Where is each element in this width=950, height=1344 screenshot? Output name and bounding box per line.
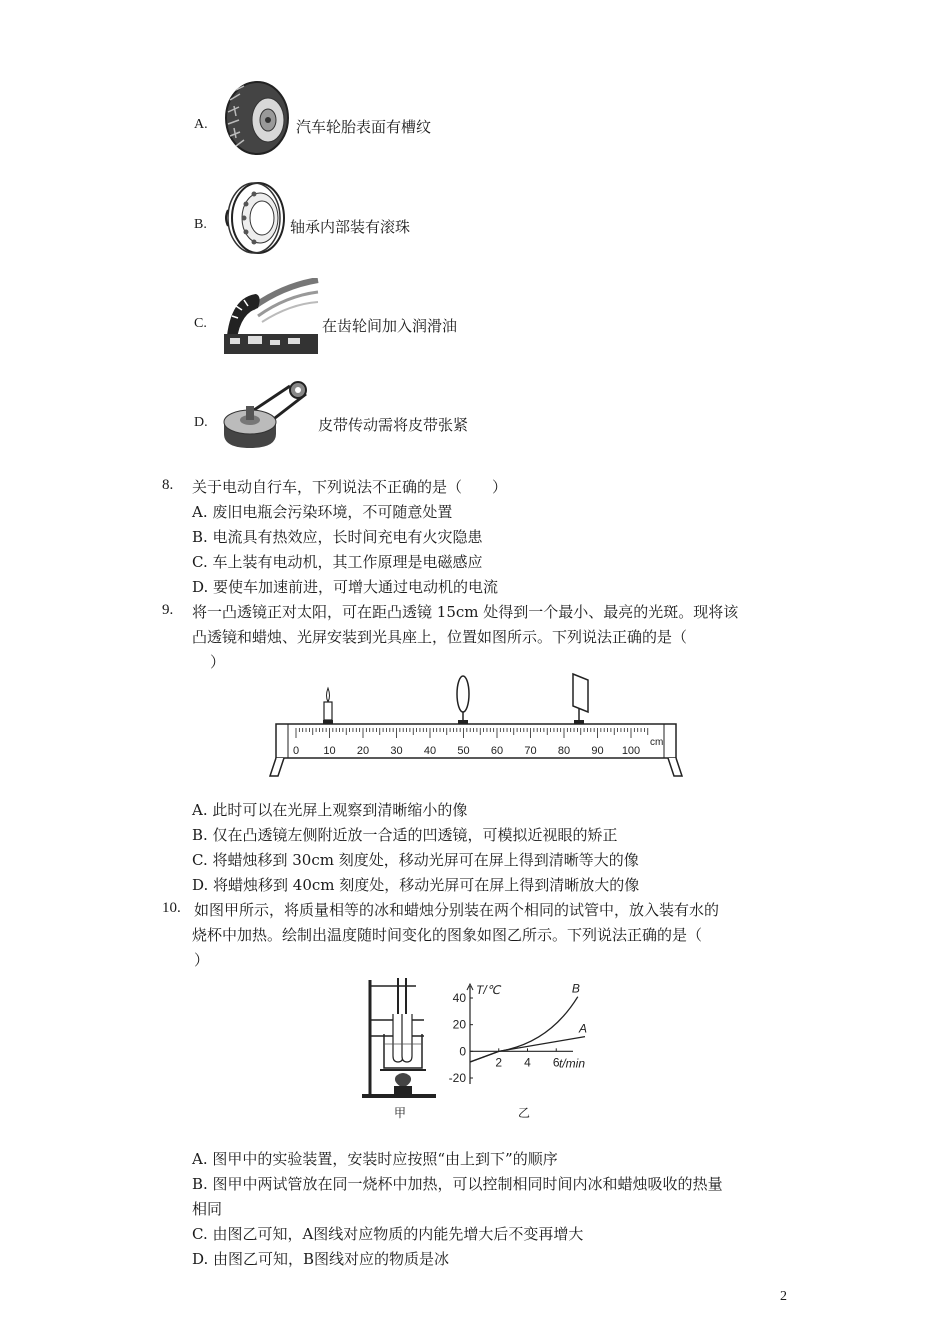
scale-label: 20 bbox=[356, 745, 370, 757]
optical-bench-diagram bbox=[268, 672, 688, 784]
question-stem-line2: 烧杯中加热。绘制出温度随时间变化的图象如图乙所示。下列说法正确的是（ bbox=[192, 926, 703, 944]
option-d: D. 由图乙可知，B图线对应的物质是冰 bbox=[192, 1250, 450, 1268]
scale-label: 30 bbox=[390, 745, 403, 757]
question-number: 9. bbox=[162, 602, 174, 618]
gear-oil-icon bbox=[222, 278, 320, 356]
question-stem-line1: 如图甲所示，将质量相等的冰和蜡烛分别装在两个相同的试管中，放入装有水的 bbox=[194, 901, 720, 919]
candle-icon bbox=[323, 688, 333, 724]
y-tick-label: -20 bbox=[448, 1071, 466, 1085]
option-a: A. 图甲中的实验装置，安装时应按照“由上到下”的顺序 bbox=[192, 1150, 558, 1168]
scale-label: 70 bbox=[524, 745, 537, 757]
series-b-label: B bbox=[571, 981, 580, 996]
question-number: 10. bbox=[162, 900, 181, 916]
x-tick-label: 4 bbox=[524, 1055, 531, 1070]
option-d: D. 要使车加速前进，可增大通过电动机的电流 bbox=[192, 578, 499, 596]
series-a-label: A bbox=[579, 1021, 588, 1036]
belt-drive-icon bbox=[222, 376, 318, 452]
option-c: C. 将蜡烛移到 30cm 刻度处，移动光屏可在屏上得到清晰等大的像 bbox=[192, 851, 639, 869]
figure-label-right: 乙 bbox=[518, 1106, 531, 1120]
scale-label: 50 bbox=[457, 745, 470, 757]
scale-label: 10 bbox=[323, 745, 336, 757]
option-b: B. 图甲中两试管放在同一烧杯中加热，可以控制相同时间内冰和蜡烛吸收的热量 bbox=[192, 1175, 723, 1193]
question-stem: 关于电动自行车，下列说法不正确的是（ ） bbox=[192, 478, 508, 496]
bearing-icon bbox=[222, 180, 286, 256]
question-number: 8. bbox=[162, 477, 174, 493]
scale-label: 60 bbox=[490, 745, 504, 757]
page-number: 2 bbox=[780, 1289, 787, 1304]
y-axis-label: T/℃ bbox=[476, 983, 501, 997]
scale-label: 90 bbox=[591, 745, 604, 757]
tire-icon bbox=[222, 80, 292, 156]
option-b-continued: 相同 bbox=[192, 1200, 223, 1218]
temperature-time-chart bbox=[440, 980, 600, 1090]
scale-unit: cm bbox=[650, 737, 664, 748]
question-stem-line2: 凸透镜和蜡烛、光屏安装到光具座上，位置如图所示。下列说法正确的是（ bbox=[192, 628, 688, 646]
option-text: 在齿轮间加入润滑油 bbox=[322, 317, 458, 335]
series-b-line bbox=[470, 997, 578, 1062]
y-tick-label: 20 bbox=[452, 1017, 466, 1032]
x-axis-label: t/min bbox=[559, 1056, 586, 1071]
option-letter: C. bbox=[194, 316, 207, 331]
question-stem-line1: 将一凸透镜正对太阳，可在距凸透镜 15cm 处得到一个最小、最亮的光斑。现将该 bbox=[192, 603, 739, 621]
y-tick-label: 0 bbox=[459, 1044, 466, 1059]
option-text: 汽车轮胎表面有槽纹 bbox=[296, 118, 432, 136]
light-screen-icon bbox=[573, 674, 588, 724]
x-tick-label: 2 bbox=[495, 1055, 503, 1070]
figure-label-left: 甲 bbox=[394, 1106, 407, 1120]
option-text: 轴承内部装有滚珠 bbox=[290, 218, 411, 236]
option-letter: A. bbox=[194, 117, 208, 132]
option-b: B. 仅在凸透镜左侧附近放一合适的凹透镜，可模拟近视眼的矫正 bbox=[192, 826, 618, 844]
x-tick-label: 6 bbox=[552, 1055, 560, 1070]
scale-label: 100 bbox=[621, 745, 641, 757]
option-d: D. 将蜡烛移到 40cm 刻度处，移动光屏可在屏上得到清晰放大的像 bbox=[192, 876, 640, 894]
question-stem-line3: ） bbox=[194, 951, 210, 969]
question-stem-line3: ） bbox=[210, 653, 226, 671]
option-b: B. 电流具有热效应，长时间充电有火灾隐患 bbox=[192, 528, 483, 546]
scale-label: 80 bbox=[557, 745, 571, 757]
scale-label: 0 bbox=[292, 745, 300, 757]
scale-label: 40 bbox=[423, 745, 437, 757]
option-c: C. 由图乙可知，A图线对应物质的内能先增大后不变再增大 bbox=[192, 1225, 584, 1243]
option-a: A. 此时可以在光屏上观察到清晰缩小的像 bbox=[192, 801, 468, 819]
y-tick-label: 40 bbox=[452, 991, 466, 1005]
convex-lens-icon bbox=[457, 676, 469, 724]
option-text: 皮带传动需将皮带张紧 bbox=[318, 416, 469, 434]
option-a: A. 废旧电瓶会污染环境，不可随意处置 bbox=[192, 503, 453, 521]
option-letter: B. bbox=[194, 217, 207, 232]
heating-apparatus-diagram bbox=[358, 976, 442, 1124]
option-c: C. 车上装有电动机，其工作原理是电磁感应 bbox=[192, 553, 483, 571]
option-letter: D. bbox=[194, 415, 208, 430]
